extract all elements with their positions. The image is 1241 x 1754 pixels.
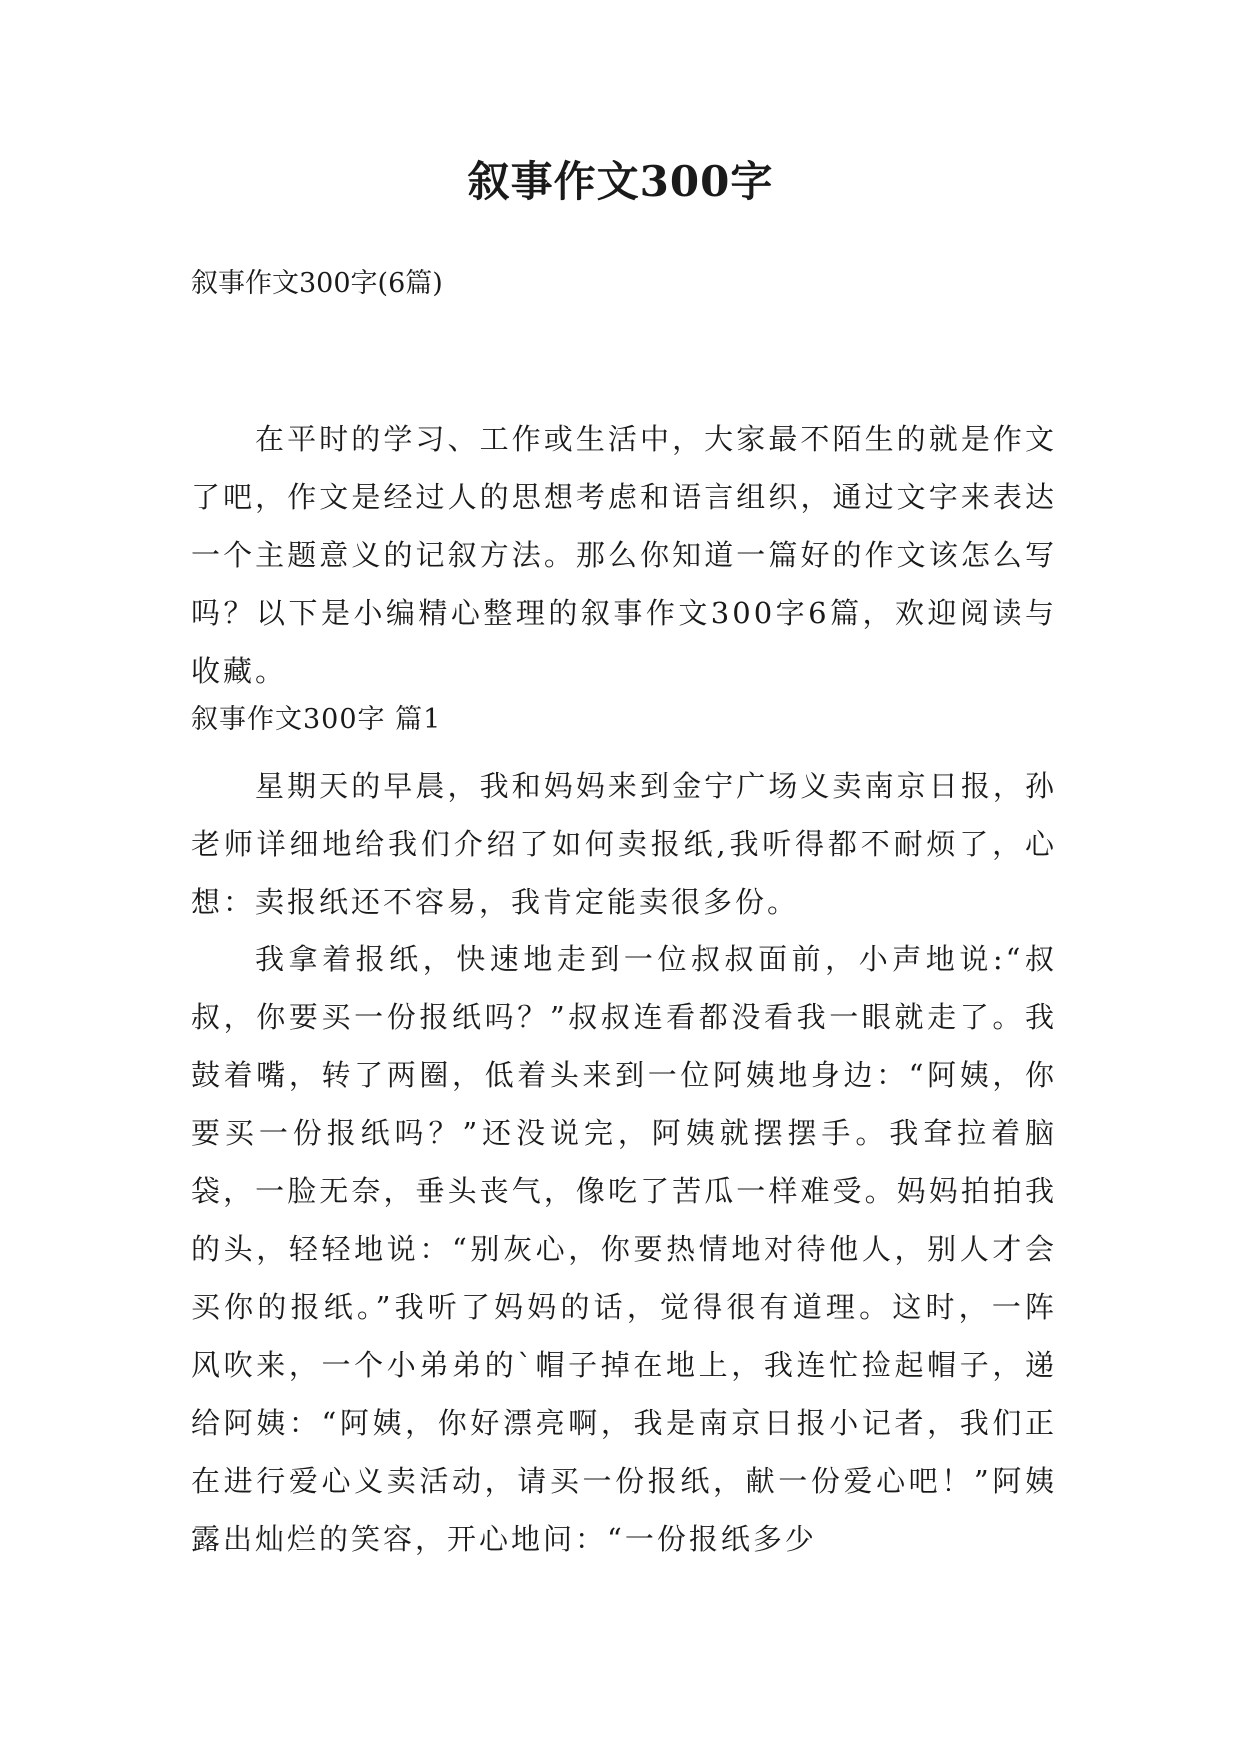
document-title: 叙事作文300字 (467, 157, 774, 206)
intro-paragraph: 在平时的学习、工作或生活中，大家最不陌生的就是作文了吧，作文是经过人的思想考虑和语言组织，通过文字来表达一个主题意义的记叙方法。那么你知道一篇好的作文该怎么写吗？以下是小编精心整理的叙事作文300字6篇，欢迎阅读与收藏。 (191, 422, 1057, 688)
section-heading: 叙事作文300字 篇1 (191, 704, 442, 735)
body-paragraph-1: 星期天的早晨，我和妈妈来到金宁广场义卖南京日报，孙老师详细地给我们介绍了如何卖报纸,我听得都不耐烦了，心想：卖报纸还不容易，我肯定能卖很多份。 (191, 769, 1057, 919)
document-subtitle: 叙事作文300字(6篇) (191, 268, 443, 299)
body-paragraph-2: 我拿着报纸，快速地走到一位叔叔面前，小声地说:“叔叔，你要买一份报纸吗？”叔叔连看都没看我一眼就走了。我鼓着嘴，转了两圈，低着头来到一位阿姨地身边：“阿姨，你要买一份报纸吗？”还没说完，阿姨就摆摆手。我耷拉着脑袋，一脸无奈，垂头丧气，像吃了苦瓜一样难受。妈妈拍拍我的头，轻轻地说：“别灰心，你要热情地对待他人，别人才会买你的报纸。”我听了妈妈的话，觉得很有道理。这时，一阵风吹来，一个小弟弟的`帽子掉在地上，我连忙捡起帽子，递给阿姨：“阿姨，你好漂亮啊，我是南京日报小记者，我们正在进行爱心义卖活动，请买一份报纸，献一份爱心吧！”阿姨露出灿烂的笑容，开心地问：“一份报纸多少 (191, 942, 1057, 1556)
